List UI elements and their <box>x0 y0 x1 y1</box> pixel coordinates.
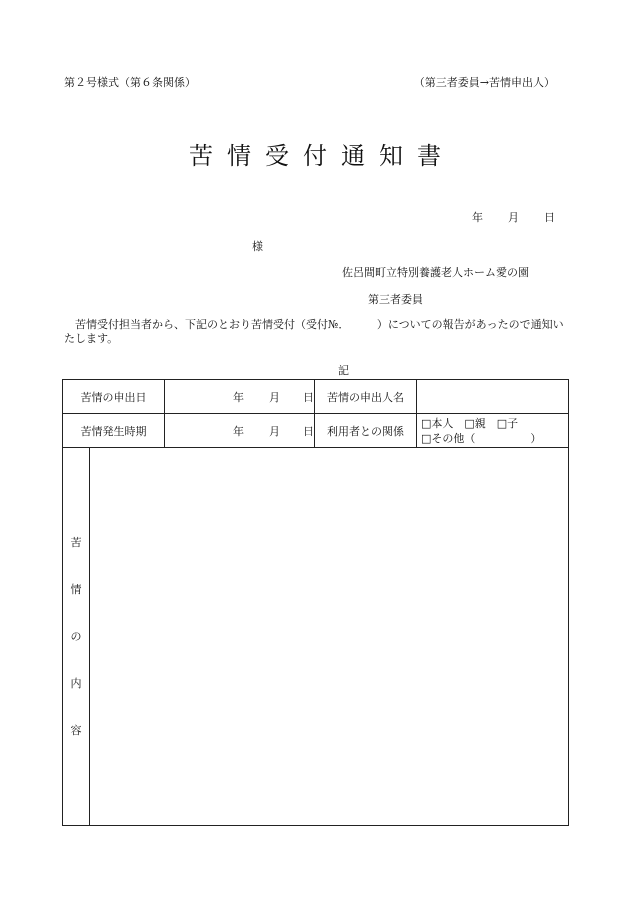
direction-note: （第三者委員→苦情申出人） <box>413 76 555 89</box>
label-complaint-date: 苦情の申出日 <box>63 380 165 414</box>
content-label-char: 苦 <box>70 536 82 549</box>
date-day: 日 <box>544 211 555 224</box>
field-complainant-name[interactable] <box>417 380 569 414</box>
relationship-options-line2[interactable]: □その他（ ） <box>421 431 542 445</box>
field-complaint-date-day: 日 <box>303 390 314 404</box>
form-row-content <box>63 448 569 826</box>
form-row-occurrence <box>63 414 569 448</box>
content-label-char: 情 <box>70 583 82 596</box>
relationship-options-line1[interactable]: □本人 □親 □子 <box>421 416 519 430</box>
field-complaint-date-month: 月 <box>269 390 280 404</box>
form-number: 第２号様式（第６条関係） <box>64 76 196 89</box>
field-occurrence-period[interactable] <box>165 414 315 448</box>
content-label-char: の <box>70 630 82 643</box>
issuer-role: 第三者委員 <box>368 293 423 306</box>
form-row-date <box>63 380 569 414</box>
ki-mark: 記 <box>338 364 349 377</box>
field-occurrence-year: 年 <box>233 424 244 438</box>
label-complaint-content <box>63 448 90 826</box>
label-complainant-name: 苦情の申出人名 <box>315 380 417 414</box>
label-relationship: 利用者との関係 <box>315 414 417 448</box>
content-label-char: 内 <box>70 677 82 690</box>
field-occurrence-month: 月 <box>269 424 280 438</box>
field-complaint-date[interactable] <box>165 380 315 414</box>
field-relationship[interactable] <box>417 414 569 448</box>
addressee-suffix: 様 <box>252 240 263 253</box>
complaint-form-table <box>62 379 569 826</box>
date-month: 月 <box>508 211 519 224</box>
document-title: 苦情受付通知書 <box>189 142 455 170</box>
content-label-char: 容 <box>70 724 82 737</box>
field-complaint-date-year: 年 <box>233 390 244 404</box>
field-occurrence-day: 日 <box>303 424 314 438</box>
label-occurrence-period: 苦情発生時期 <box>63 414 165 448</box>
date-line <box>472 209 555 225</box>
notice-text: 苦情受付担当者から、下記のとおり苦情受付（受付№． ）についての報告があったので通知いたします。 <box>64 318 564 345</box>
date-year: 年 <box>472 211 483 224</box>
issuer-facility: 佐呂間町立特別養護老人ホーム愛の園 <box>342 266 529 279</box>
field-complaint-content[interactable] <box>90 448 569 826</box>
